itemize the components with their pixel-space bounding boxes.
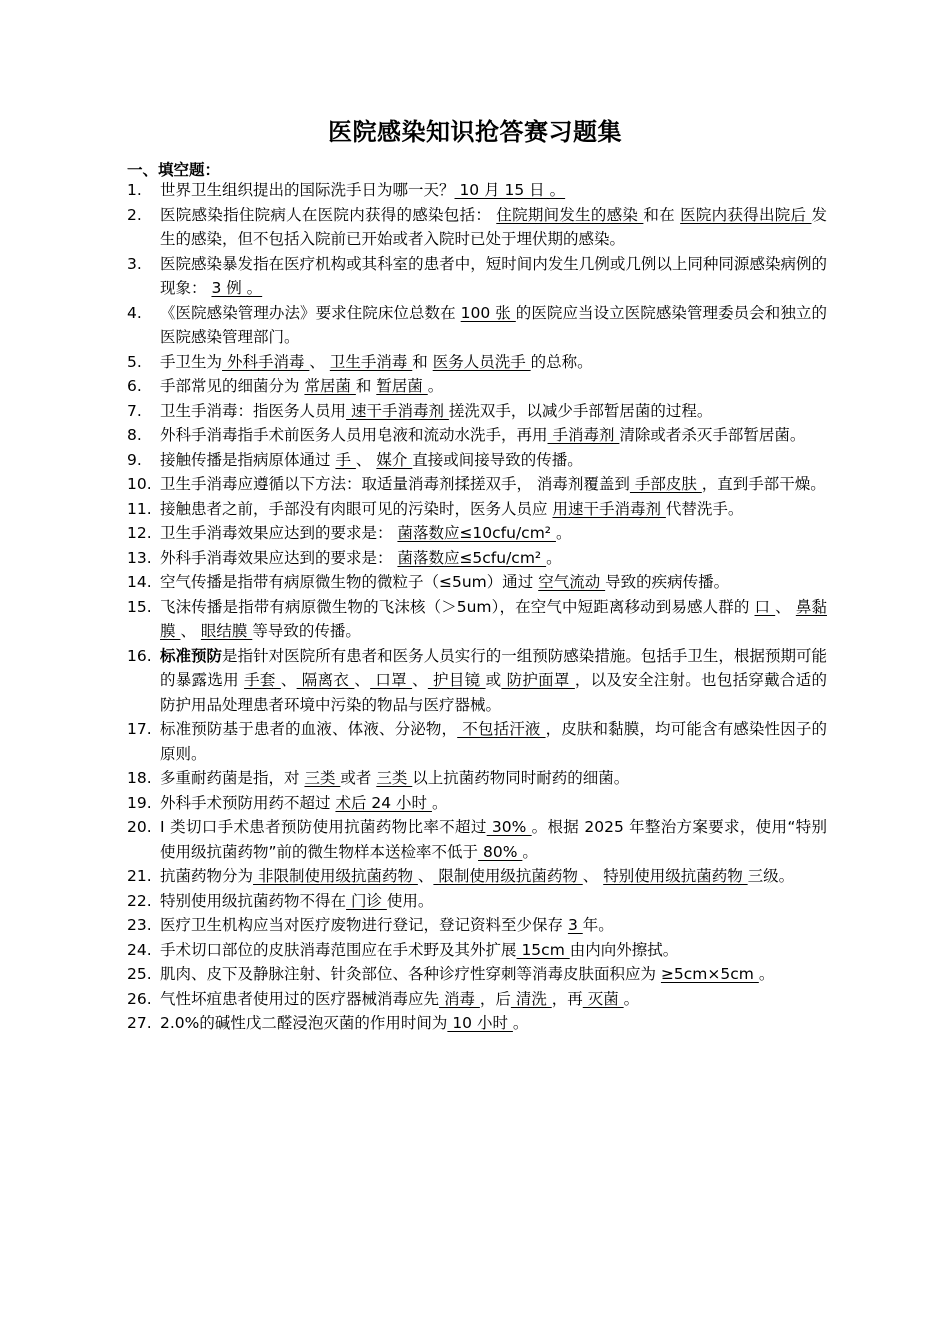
question-number: 6.	[127, 377, 142, 395]
question-text: 直接或间接导致的传播。	[412, 450, 583, 469]
question-item	[127, 889, 827, 914]
question-number: 7.	[127, 401, 142, 420]
question-number: 9.	[127, 450, 142, 469]
question-item	[127, 423, 827, 448]
question-text: 卫生手消毒：指医务人员用	[160, 401, 347, 420]
question-item	[127, 962, 827, 987]
answer-blank: 手消毒剂	[547, 426, 620, 444]
question-item	[127, 178, 827, 203]
question-number: 24.	[127, 940, 152, 959]
question-text: 气性坏疽患者使用过的医疗器械消毒应先	[160, 989, 440, 1008]
question-text: 搓洗双手，以减少手部暂居菌的过程。	[448, 401, 713, 420]
answer-blank: 3 例 。	[211, 279, 263, 297]
question-text: 。	[427, 377, 444, 395]
answer-blank: 菌落数应≤10cfu/cm²	[397, 524, 556, 542]
answer-blank: 卫生手消毒	[329, 352, 413, 371]
answer-blank: 空气流动	[538, 573, 606, 591]
answer-blank: 速干手消毒剂	[346, 401, 449, 420]
answer-blank: 10 月 15 日 。	[454, 181, 566, 199]
question-item	[127, 570, 827, 595]
answer-blank: 消毒	[439, 989, 480, 1008]
bold-term: 标准预防	[160, 646, 223, 665]
answer-blank: 100 张	[460, 303, 516, 322]
question-text: 等导致的传播。	[252, 622, 361, 640]
question-text: 2.0%的碱性戊二醛浸泡灭菌的作用时间为	[160, 1014, 448, 1032]
question-text: 手卫生为	[160, 352, 223, 371]
answer-blank: 眼结膜	[200, 622, 253, 640]
question-text: 年。	[582, 916, 614, 934]
question-text: 三级。	[747, 867, 795, 885]
answer-blank: 防护面罩	[501, 671, 575, 689]
question-number: 11.	[127, 499, 152, 518]
question-number: 15.	[127, 597, 152, 616]
answer-blank: 手	[335, 450, 356, 469]
question-item	[127, 717, 827, 766]
question-number: 23.	[127, 916, 152, 934]
question-number: 14.	[127, 573, 152, 591]
question-text: 外科手消毒指手术前医务人员用皂液和流动水洗手，再用	[160, 426, 548, 444]
answer-blank: ≥5cm×5cm	[660, 965, 759, 983]
question-number: 13.	[127, 548, 152, 567]
question-number: 4.	[127, 303, 142, 322]
question-text: 、	[180, 622, 201, 640]
question-text: 抗菌药物分为	[160, 867, 254, 885]
question-text: 。根据 2025 年整治方案要求，使用“特别使用级抗菌药物”前的微生物样本送检率不低于	[160, 818, 828, 861]
question-number: 20.	[127, 818, 152, 836]
question-text: ，再	[551, 989, 583, 1008]
question-text: 、	[412, 671, 428, 689]
question-text: 使用。	[386, 891, 434, 910]
answer-blank: 限制使用级抗菌药物	[433, 867, 583, 885]
answer-blank: 医务人员洗手	[432, 352, 531, 371]
answer-blank: 10 小时	[447, 1014, 513, 1032]
question-text: 特别使用级抗菌药物不得在	[160, 891, 347, 910]
answer-blank: 外科手消毒	[222, 352, 310, 371]
question-item	[127, 448, 827, 473]
answer-blank: 常居菌	[304, 377, 356, 395]
question-text: 手术切口部位的皮肤消毒范围应在手术野及其外扩展	[160, 940, 517, 959]
answer-blank: 隔离衣	[296, 671, 355, 689]
question-item	[127, 521, 827, 546]
question-text: 和在	[643, 205, 681, 224]
question-text: ，直到手部干燥。	[701, 475, 826, 493]
question-text: 外科手消毒效果应达到的要求是：	[160, 548, 398, 567]
question-text: 、	[280, 671, 297, 689]
question-number: 18.	[127, 769, 152, 787]
question-item	[127, 546, 827, 571]
answer-blank: 媒介	[376, 450, 413, 469]
question-number: 8.	[127, 426, 142, 444]
question-text: 飞沫传播是指带有病原微生物的飞沫核（＞5um），在空气中短距离移动到易感人群的	[160, 597, 755, 616]
question-item	[127, 497, 827, 522]
answer-blank: 手套	[244, 671, 281, 689]
answer-blank: 口罩	[370, 671, 413, 689]
question-text: 由内向外擦拭。	[569, 940, 679, 959]
answer-blank: 15cm	[516, 940, 570, 959]
answer-blank: 80%	[478, 842, 523, 861]
answer-blank: 灭菌	[582, 989, 624, 1008]
question-item	[127, 472, 827, 497]
question-text: 。	[758, 965, 775, 983]
answer-blank: 医院内获得出院后	[680, 205, 812, 224]
question-text: 卫生手消毒效果应达到的要求是：	[160, 524, 398, 542]
answer-blank: 门诊	[346, 891, 387, 910]
question-text: 清除或者杀灭手部暂居菌。	[619, 426, 806, 444]
answer-blank: 手部皮肤	[629, 475, 702, 493]
question-text: 医疗卫生机构应当对医疗废物进行登记，登记资料至少保存	[160, 916, 568, 934]
question-text: 、	[354, 671, 371, 689]
question-text: 。	[546, 548, 562, 567]
section-heading: 一、填空题：	[127, 161, 221, 179]
question-text: 是指针对医院所有患者和医务人员实行的一组预防感染措施。包括手卫生，根据预期可能的暴露选用	[160, 646, 827, 689]
question-number: 22.	[127, 891, 152, 910]
question-number: 16.	[127, 646, 152, 665]
question-text: 。	[522, 842, 538, 861]
question-text: 和	[412, 352, 433, 371]
question-text: 代替洗手。	[665, 499, 744, 518]
question-item	[127, 1011, 827, 1036]
question-item	[127, 644, 827, 718]
answer-blank: 术后 24 小时	[335, 793, 432, 812]
answer-blank: 护目镜	[427, 671, 486, 689]
answer-blank: 用速干手消毒剂	[552, 499, 666, 518]
question-number: 26.	[127, 989, 152, 1008]
question-text: 、	[355, 450, 377, 469]
answer-blank: 菌落数应≤5cfu/cm²	[397, 548, 547, 567]
answer-blank: 非限制使用级抗菌药物	[253, 867, 418, 885]
question-number: 19.	[127, 793, 152, 812]
question-text: 导致的疾病传播。	[605, 573, 730, 591]
answer-blank: 鼻黏膜	[160, 597, 827, 640]
question-item	[127, 399, 827, 424]
question-number: 5.	[127, 352, 142, 371]
question-text: 。	[555, 524, 572, 542]
question-number: 17.	[127, 720, 152, 738]
answer-blank: 三类	[304, 769, 341, 787]
question-number: 1.	[127, 181, 142, 199]
answer-blank: 暂居菌	[376, 377, 428, 395]
question-text: 、	[775, 597, 796, 616]
answer-blank: 不包括汗液	[457, 720, 546, 738]
question-text: 。	[431, 793, 448, 812]
question-number: 2.	[127, 205, 142, 224]
question-text: 肌肉、皮下及静脉注射、针灸部位、各种诊疗性穿刺等消毒皮肤面积应为	[160, 965, 661, 983]
question-text: 手部常见的细菌分为	[160, 377, 305, 395]
answer-blank: 3	[567, 916, 583, 934]
answer-blank: 三类	[376, 769, 413, 787]
question-text: ，以及安全注射。也包括穿戴合适的防护用品处理患者环境中污染的物品与医疗器械。	[160, 671, 827, 714]
question-text: 卫生手消毒应遵循以下方法：取适量消毒剂揉搓双手， 消毒剂覆盖到	[160, 475, 630, 493]
question-text: 、	[417, 867, 434, 885]
question-item	[127, 938, 827, 963]
question-text: 的医院应当设立医院感染管理委员会和独立的医院感染管理部门。	[160, 303, 827, 346]
answer-blank: 30%	[486, 818, 532, 836]
question-text: 标准预防基于患者的血液、体液、分泌物，	[160, 720, 458, 738]
question-text: 发生的感染，但不包括入院前已开始或者入院时已处于埋伏期的感染。	[160, 205, 827, 248]
question-item	[127, 252, 827, 301]
question-text: 《医院感染管理办法》要求住院床位总数在	[160, 303, 461, 322]
question-item	[127, 350, 827, 375]
question-text: 接触传播是指病原体通过	[160, 450, 336, 469]
answer-blank: 清洗	[510, 989, 552, 1008]
question-item	[127, 987, 827, 1012]
question-text: Ⅰ 类切口手术患者预防使用抗菌药物比率不超过	[160, 818, 487, 836]
question-text: ，后	[479, 989, 511, 1008]
question-item	[127, 815, 827, 864]
question-text: 。	[512, 1014, 529, 1032]
question-item	[127, 203, 827, 252]
question-text: 的总称。	[530, 352, 593, 371]
question-number: 12.	[127, 524, 152, 542]
answer-blank: 口	[754, 597, 776, 616]
question-number: 10.	[127, 475, 152, 493]
question-text: ，皮肤和黏膜，均可能含有感染性因子的原则。	[160, 720, 827, 763]
question-text: 外科手术预防用药不超过	[160, 793, 336, 812]
question-item	[127, 595, 827, 644]
question-list	[127, 178, 827, 1036]
question-text: 、	[309, 352, 330, 371]
question-text: 或者	[340, 769, 377, 787]
question-text: 接触患者之前，手部没有肉眼可见的污染时，医务人员应	[160, 499, 553, 518]
question-number: 25.	[127, 965, 152, 983]
question-text: 。	[623, 989, 640, 1008]
question-item	[127, 766, 827, 791]
question-text: 以上抗菌药物同时耐药的细菌。	[412, 769, 630, 787]
answer-blank: 住院期间发生的感染	[496, 205, 644, 224]
question-number: 3.	[127, 254, 142, 273]
question-item	[127, 374, 827, 399]
answer-blank: 特别使用级抗菌药物	[603, 867, 748, 885]
question-text: 或	[485, 671, 502, 689]
question-item	[127, 791, 827, 816]
question-text: 医院感染指住院病人在医院内获得的感染包括：	[160, 205, 497, 224]
question-number: 21.	[127, 867, 152, 885]
question-text: 和	[355, 377, 377, 395]
question-number: 27.	[127, 1014, 152, 1032]
question-text: 医院感染暴发指在医疗机构或其科室的患者中，短时间内发生几例或几例以上同种同源感染病例的现象：	[160, 254, 827, 297]
question-text: 空气传播是指带有病原微生物的微粒子（≤5um）通过	[160, 573, 539, 591]
question-item	[127, 864, 827, 889]
question-text: 、	[582, 867, 604, 885]
question-text: 世界卫生组织提出的国际洗手日为哪一天？	[160, 181, 455, 199]
question-item	[127, 301, 827, 350]
question-item	[127, 913, 827, 938]
question-text: 多重耐药菌是指，对	[160, 769, 305, 787]
document-title: 医院感染知识抢答赛习题集	[328, 118, 622, 146]
